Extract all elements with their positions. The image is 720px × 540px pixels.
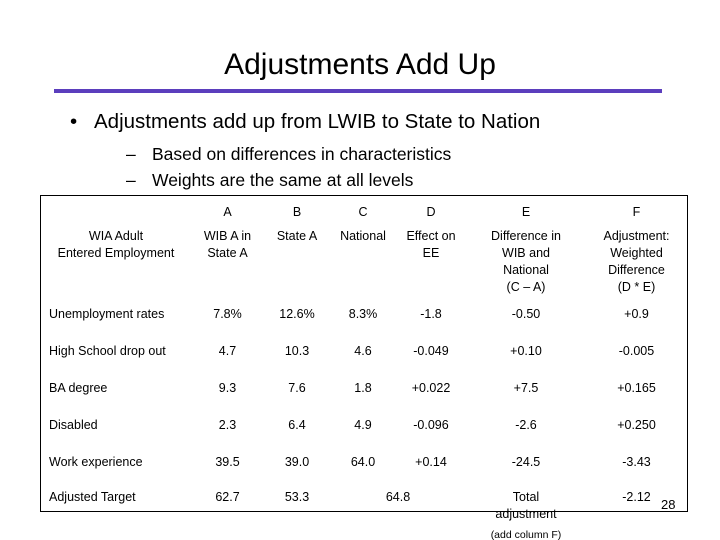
adjusted-target-row <box>41 484 687 540</box>
description-line: EE <box>422 246 440 260</box>
table-cell: 62.7 <box>215 490 240 504</box>
table-row <box>41 336 687 373</box>
table-cell: +0.9 <box>624 307 649 321</box>
description-line: National <box>340 229 386 243</box>
total-adjustment-cell <box>466 484 586 540</box>
column-description <box>264 226 330 299</box>
description-line: National <box>503 263 549 277</box>
table-cell: 2.3 <box>218 418 237 432</box>
row-header-line: Entered Employment <box>57 246 175 260</box>
table-row <box>41 299 687 336</box>
sub-bullet <box>126 142 451 166</box>
table-cell-merged: 64.8 <box>385 490 411 504</box>
table-cell: -0.005 <box>618 344 655 358</box>
table-cell: 64.0 <box>350 455 376 469</box>
description-line: WIB A in <box>203 229 252 243</box>
page-number: 28 <box>661 497 676 512</box>
table-cell: -2.12 <box>622 490 651 504</box>
table-cell: +7.5 <box>513 381 539 395</box>
table-cell: +0.10 <box>510 344 542 358</box>
description-line: Effect on <box>406 229 456 243</box>
table-cell: +0.022 <box>411 381 451 395</box>
table-cell: 6.4 <box>288 418 306 432</box>
column-letter: A <box>223 204 232 219</box>
main-bullet <box>70 108 540 136</box>
table-cell: -1.8 <box>420 307 442 321</box>
column-description <box>330 226 396 299</box>
column-description-row <box>41 226 687 299</box>
row-label: BA degree <box>49 381 108 395</box>
column-description <box>396 226 466 299</box>
column-description <box>191 226 264 299</box>
row-label: Unemployment rates <box>49 307 165 321</box>
column-letter: E <box>521 204 531 219</box>
description-line: State A <box>276 229 318 243</box>
column-letter: D <box>426 204 436 219</box>
column-letter: B <box>292 204 302 219</box>
table-cell: 53.3 <box>284 490 310 504</box>
table-cell: +0.250 <box>617 418 656 432</box>
table-cell: +0.14 <box>415 455 447 469</box>
description-line: Difference <box>608 263 665 277</box>
table-cell: +0.165 <box>617 381 656 395</box>
table-cell: 4.7 <box>218 344 237 358</box>
table-cell: 1.8 <box>354 381 372 395</box>
column-letter: F <box>632 204 641 219</box>
row-header-line: WIA Adult <box>88 229 144 243</box>
total-adjustment-note: (add column F) <box>490 529 562 540</box>
corner-cell <box>41 196 191 226</box>
description-line: (D * E) <box>617 280 656 294</box>
sub-bullet-text: Weights are the same at all levels <box>152 170 414 190</box>
table-cell: -2.6 <box>515 418 537 432</box>
column-description <box>466 226 586 299</box>
column-letter-row <box>41 196 687 226</box>
bullet-marker: • <box>70 110 78 133</box>
description-line: (C – A) <box>506 280 546 294</box>
row-label: Disabled <box>49 418 98 432</box>
table-cell: 9.3 <box>218 381 237 395</box>
table-cell: 7.6 <box>288 381 306 395</box>
description-line: Difference in <box>491 229 561 243</box>
description-line: State A <box>207 246 248 260</box>
table-cell: -0.049 <box>413 344 449 358</box>
table-cell: 8.3% <box>348 307 378 321</box>
description-line: Weighted <box>610 246 663 260</box>
table-cell: 4.9 <box>354 418 372 432</box>
table-cell: -24.5 <box>511 455 541 469</box>
row-label: High School drop out <box>49 344 166 358</box>
slide-title: Adjustments Add Up <box>224 48 496 81</box>
row-label: Adjusted Target <box>49 490 136 504</box>
row-label: Work experience <box>49 455 143 469</box>
description-line: Adjustment: <box>603 229 670 243</box>
table-cell: 7.8% <box>213 307 242 321</box>
sub-bullet <box>126 168 413 192</box>
table-cell: 10.3 <box>284 344 310 358</box>
column-description <box>586 226 687 299</box>
row-header-title <box>41 226 191 299</box>
description-line: Total <box>512 490 540 504</box>
description-line: adjustment <box>495 507 557 521</box>
sub-bullet-marker: – <box>126 144 136 164</box>
adjustments-table <box>40 195 688 540</box>
sub-bullet-text: Based on differences in characteristics <box>152 144 452 164</box>
description-line: WIB and <box>502 246 550 260</box>
column-letter: C <box>358 204 368 219</box>
table-cell: 39.5 <box>215 455 240 469</box>
title-underline <box>54 89 662 93</box>
table-cell: -0.50 <box>511 307 541 321</box>
sub-bullet-marker: – <box>126 170 136 190</box>
table-row <box>41 447 687 484</box>
table-cell: 4.6 <box>354 344 372 358</box>
table-cell: 39.0 <box>284 455 310 469</box>
main-bullet-text: Adjustments add up from LWIB to State to Nation <box>94 110 541 133</box>
table-cell: 12.6% <box>279 307 315 321</box>
table-cell: -3.43 <box>622 455 651 469</box>
table-cell: -0.096 <box>413 418 449 432</box>
table-row <box>41 410 687 447</box>
table-row <box>41 373 687 410</box>
